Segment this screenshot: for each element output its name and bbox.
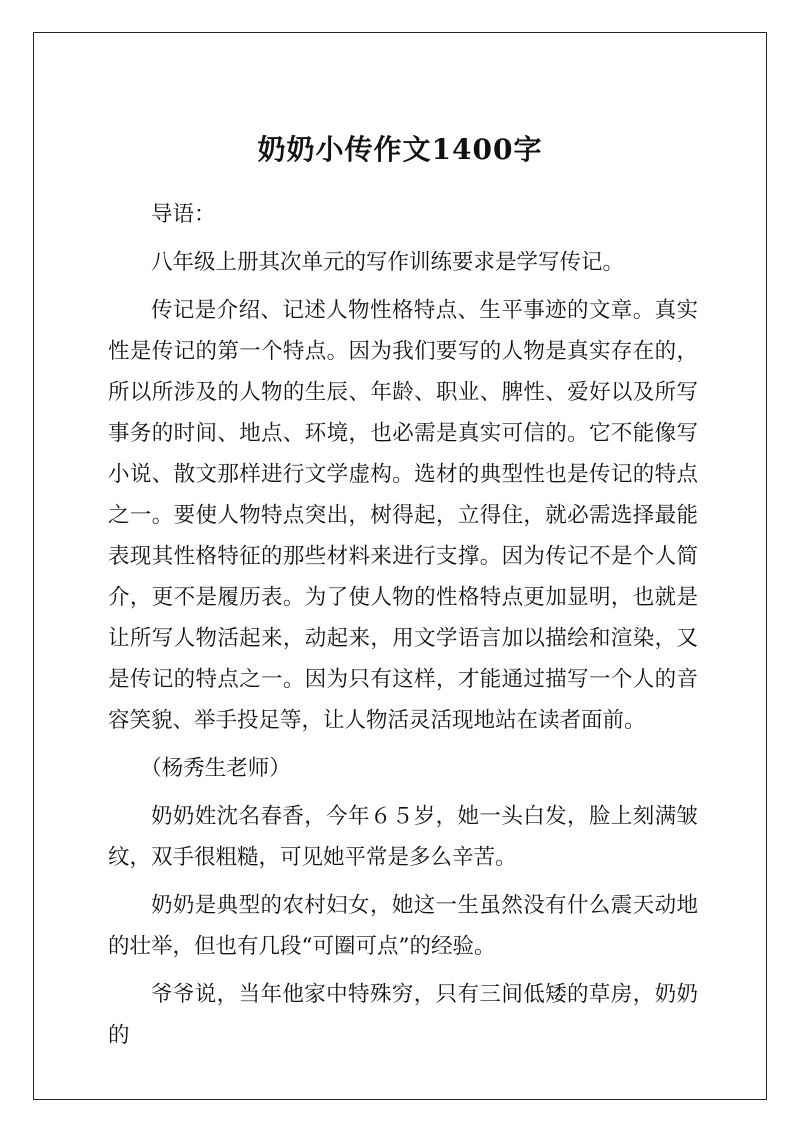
- paragraph-grandma-intro: 奶奶姓沈名春香，今年６５岁，她一头白发，脸上刻满皱纹，双手很粗糙，可见她平常是多么辛苦。: [108, 804, 698, 870]
- document-title: 奶奶小传作文1400字: [257, 133, 543, 166]
- document-body: [108, 194, 698, 1056]
- paragraph-grandpa-story: 爷爷说，当年他家中特殊穷，只有三间低矮的草房，奶奶的: [108, 982, 698, 1048]
- intro-label: 导语：: [151, 202, 216, 227]
- paragraph-assignment: 八年级上册其次单元的写作训练要求是学写传记。: [151, 250, 625, 275]
- teacher-attribution: （杨秀生老师）: [140, 756, 291, 781]
- paragraph-grandma-experience: 奶奶是典型的农村妇女，她这一生虽然没有什么震天动地的壮举，但也有几段“可圈可点”的经验。: [108, 893, 698, 959]
- paragraph-biography-definition: 传记是介绍、记述人物性格特点、生平事迹的文章。真实性是传记的第一个特点。因为我们要写的人物是真实存在的，所以所涉及的人物的生辰、年龄、职业、脾性、爱好以及所写事务的时间、地点、环境，也必需是真实可信的。它不能像写小说、散文那样进行文学虚构。选材的典型性也是传记的特点之一。要使人物特点突出，树得起，立得住，就必需选择最能表现其性格特征的那些材料来进行支撑。因为传记不是个人简介，更不是履历表。为了使人物的性格特点更加显明，也就是让所写人物活起来，动起来，用文学语言加以描绘和渲染，又是传记的特点之一。因为只有这样，才能通过描写一个人的音容笑貌、举手投足等，让人物活灵活现地站在读者面前。: [108, 298, 698, 733]
